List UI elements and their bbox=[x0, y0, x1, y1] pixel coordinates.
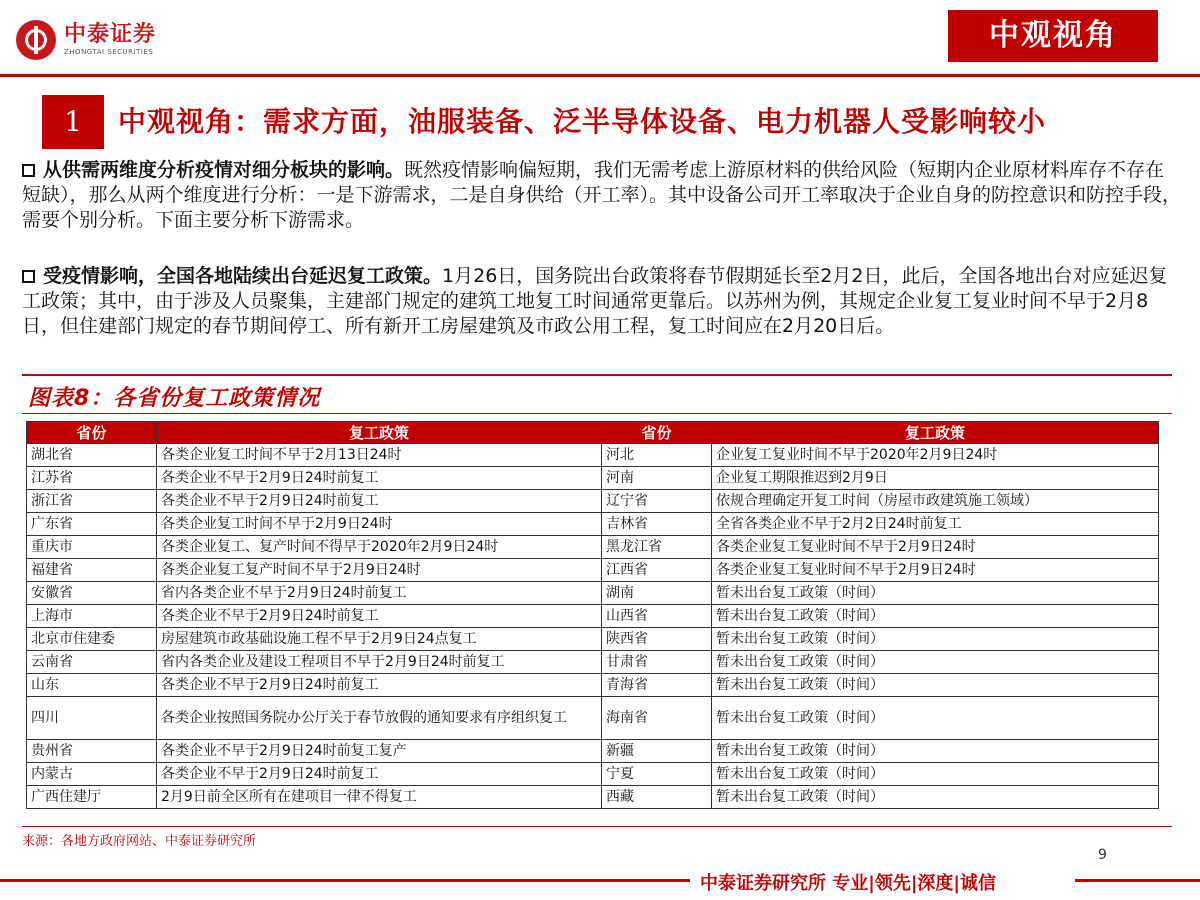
cell-province: 新疆 bbox=[602, 740, 712, 763]
cell-policy: 各类企业复工时间不早于2月9日24时 bbox=[157, 513, 602, 536]
cell-policy: 企业复工复业时间不早于2020年2月9日24时 bbox=[712, 444, 1159, 467]
cell-policy: 依规合理确定开复工时间（房屋市政建筑施工领域） bbox=[712, 490, 1159, 513]
cell-province: 重庆市 bbox=[27, 536, 157, 559]
footer-slogan: 中泰证券研究所 专业|领先|深度|诚信 bbox=[700, 873, 996, 894]
cell-province: 黑龙江省 bbox=[602, 536, 712, 559]
cell-province: 湖北省 bbox=[27, 444, 157, 467]
table-row bbox=[27, 763, 1159, 786]
cell-province: 辽宁省 bbox=[602, 490, 712, 513]
cell-policy: 暂未出台复工政策（时间） bbox=[712, 763, 1159, 786]
cell-province: 青海省 bbox=[602, 674, 712, 697]
cell-policy: 省内各类企业及建设工程项目不早于2月9日24时前复工 bbox=[157, 651, 602, 674]
cell-policy: 暂未出台复工政策（时间） bbox=[712, 582, 1159, 605]
cell-policy: 各类企业复工复业时间不早于2月9日24时 bbox=[712, 559, 1159, 582]
table-row bbox=[27, 605, 1159, 628]
cell-policy: 各类企业不早于2月9日24时前复工 bbox=[157, 674, 602, 697]
page-number: 9 bbox=[1098, 847, 1107, 863]
cell-policy: 省内各类企业不早于2月9日24时前复工 bbox=[157, 582, 602, 605]
column-header-province: 省份 bbox=[602, 422, 712, 444]
cell-province: 广西住建厅 bbox=[27, 786, 157, 809]
cell-province: 浙江省 bbox=[27, 490, 157, 513]
caption-divider-bottom bbox=[22, 413, 1172, 414]
cell-policy: 各类企业不早于2月9日24时前复工 bbox=[157, 490, 602, 513]
cell-province: 贵州省 bbox=[27, 740, 157, 763]
footer-rule-left bbox=[0, 879, 690, 882]
footer-rule-right bbox=[1075, 879, 1200, 882]
cell-province: 云南省 bbox=[27, 651, 157, 674]
cell-province: 山西省 bbox=[602, 605, 712, 628]
logo-name-cn: 中泰证券 bbox=[64, 22, 157, 47]
caption-divider-top bbox=[22, 374, 1172, 376]
logo-mark-icon bbox=[16, 20, 56, 60]
paragraph-heading: 受疫情影响，全国各地陆续出台延迟复工政策。 bbox=[43, 265, 443, 287]
section-tag: 中观视角 bbox=[948, 10, 1158, 62]
cell-policy: 企业复工期限推迟到2月9日 bbox=[712, 467, 1159, 490]
table-body bbox=[27, 444, 1159, 809]
cell-policy: 暂未出台复工政策（时间） bbox=[712, 786, 1159, 809]
table-row bbox=[27, 740, 1159, 763]
table-row bbox=[27, 536, 1159, 559]
cell-province: 福建省 bbox=[27, 559, 157, 582]
table-row bbox=[27, 786, 1159, 809]
cell-policy: 各类企业不早于2月9日24时前复工 bbox=[157, 605, 602, 628]
cell-province: 宁夏 bbox=[602, 763, 712, 786]
cell-policy: 各类企业不早于2月9日24时前复工 bbox=[157, 763, 602, 786]
cell-province: 上海市 bbox=[27, 605, 157, 628]
cell-policy: 暂未出台复工政策（时间） bbox=[712, 740, 1159, 763]
cell-policy: 暂未出台复工政策（时间） bbox=[712, 605, 1159, 628]
bullet-square-icon bbox=[22, 270, 35, 283]
table-row bbox=[27, 697, 1159, 740]
paragraph-heading: 从供需两维度分析疫情对细分板块的影响。 bbox=[43, 159, 405, 181]
company-logo bbox=[16, 20, 156, 60]
source-divider bbox=[22, 826, 1172, 827]
paragraph-supply-demand bbox=[22, 158, 1182, 233]
section-number: 1 bbox=[42, 95, 104, 149]
table-header-row bbox=[27, 422, 1159, 444]
paragraph-body: 1月26日，国务院出台政策将春节假期延长至2月2日，此后，全国各地出台对应延迟复工政策；其中，由于涉及人员聚集，主建部门规定的建筑工地复工时间通常更靠后。以苏州为例，其规定企业复工复业时间不早于2月8日，但住建部门规定的春节期间停工、所有新开工房屋建筑及市政公用工程，复工时间应在2月20日后。 bbox=[22, 265, 1168, 337]
cell-province: 北京市住建委 bbox=[27, 628, 157, 651]
cell-policy: 各类企业复工、复产时间不得早于2020年2月9日24时 bbox=[157, 536, 602, 559]
cell-policy: 2月9日前全区所有在建项目一律不得复工 bbox=[157, 786, 602, 809]
cell-province: 四川 bbox=[27, 697, 157, 740]
cell-policy: 暂未出台复工政策（时间） bbox=[712, 628, 1159, 651]
slide-title: 中观视角：需求方面，油服装备、泛半导体设备、电力机器人受影响较小 bbox=[118, 105, 1047, 138]
cell-province: 海南省 bbox=[602, 697, 712, 740]
cell-policy: 各类企业按照国务院办公厅关于春节放假的通知要求有序组织复工 bbox=[157, 697, 602, 740]
cell-province: 内蒙古 bbox=[27, 763, 157, 786]
cell-policy: 各类企业复工时间不早于2月13日24时 bbox=[157, 444, 602, 467]
cell-province: 甘肃省 bbox=[602, 651, 712, 674]
cell-policy: 房屋建筑市政基础设施工程不早于2月9日24点复工 bbox=[157, 628, 602, 651]
cell-policy: 暂未出台复工政策（时间） bbox=[712, 651, 1159, 674]
cell-province: 江西省 bbox=[602, 559, 712, 582]
cell-province: 河北 bbox=[602, 444, 712, 467]
paragraph-delay-policy bbox=[22, 264, 1182, 339]
cell-policy: 各类企业不早于2月9日24时前复工 bbox=[157, 467, 602, 490]
cell-province: 广东省 bbox=[27, 513, 157, 536]
column-header-policy: 复工政策 bbox=[712, 422, 1159, 444]
table-row bbox=[27, 444, 1159, 467]
table-row bbox=[27, 467, 1159, 490]
figure-source: 来源：各地方政府网站、中泰证券研究所 bbox=[22, 834, 257, 849]
cell-policy: 暂未出台复工政策（时间） bbox=[712, 697, 1159, 740]
cell-province: 山东 bbox=[27, 674, 157, 697]
table-row bbox=[27, 628, 1159, 651]
cell-policy: 各类企业复工复产时间不早于2月9日24时 bbox=[157, 559, 602, 582]
cell-province: 西藏 bbox=[602, 786, 712, 809]
cell-policy: 各类企业复工复业时间不早于2月9日24时 bbox=[712, 536, 1159, 559]
cell-province: 湖南 bbox=[602, 582, 712, 605]
table-row bbox=[27, 513, 1159, 536]
cell-province: 河南 bbox=[602, 467, 712, 490]
column-header-policy: 复工政策 bbox=[157, 422, 602, 444]
logo-name-en: ZHONGTAI SECURITIES bbox=[64, 48, 154, 56]
cell-policy: 暂未出台复工政策（时间） bbox=[712, 674, 1159, 697]
table-row bbox=[27, 582, 1159, 605]
cell-province: 吉林省 bbox=[602, 513, 712, 536]
header-divider bbox=[0, 74, 1200, 77]
cell-province: 陕西省 bbox=[602, 628, 712, 651]
cell-policy: 全省各类企业不早于2月2日24时前复工 bbox=[712, 513, 1159, 536]
cell-policy: 各类企业不早于2月9日24时前复工复产 bbox=[157, 740, 602, 763]
logo-text bbox=[64, 23, 156, 57]
column-header-province: 省份 bbox=[27, 422, 157, 444]
cell-province: 江苏省 bbox=[27, 467, 157, 490]
table-row bbox=[27, 490, 1159, 513]
table-row bbox=[27, 559, 1159, 582]
figure-caption: 图表8：各省份复工政策情况 bbox=[28, 386, 321, 411]
table-row bbox=[27, 651, 1159, 674]
table-row bbox=[27, 674, 1159, 697]
policy-table bbox=[26, 421, 1159, 809]
paragraph-body: 既然疫情影响偏短期，我们无需考虑上游原材料的供给风险（短期内企业原材料库存不存在短缺），那么从两个维度进行分析：一是下游需求，二是自身供给（开工率）。其中设备公司开工率取决于企业自身的防控意识和防控手段，需要个别分析。下面主要分析下游需求。 bbox=[22, 159, 1182, 231]
bullet-square-icon bbox=[22, 164, 35, 177]
cell-province: 安徽省 bbox=[27, 582, 157, 605]
